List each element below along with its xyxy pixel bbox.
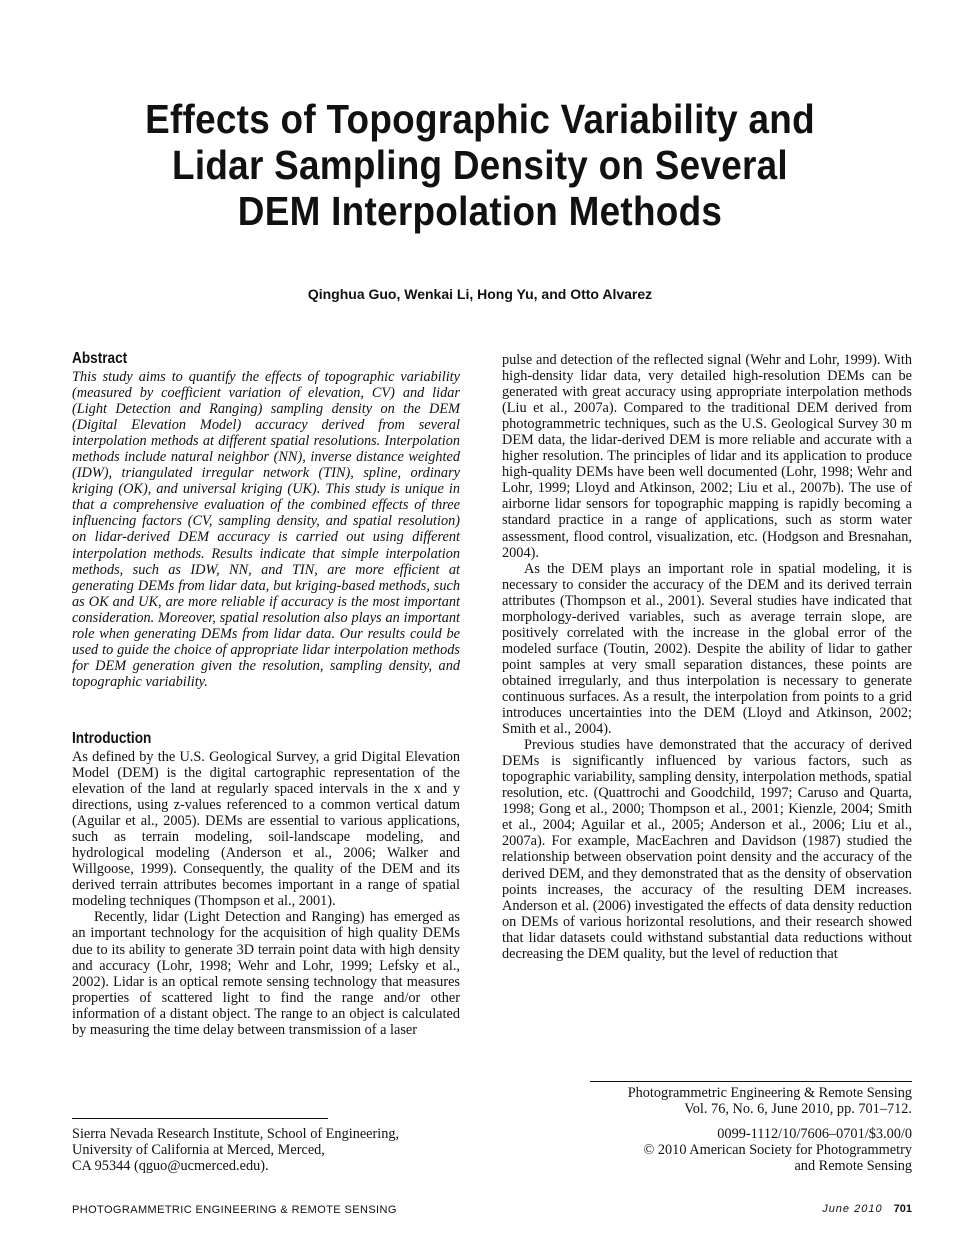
title-line: Lidar Sampling Density on Several: [172, 142, 788, 188]
affiliation-line: University of California at Merced, Merced,: [72, 1142, 325, 1159]
right-column: [502, 352, 912, 962]
journal-citation: [628, 1085, 912, 1117]
title-line: Effects of Topographic Variability and: [145, 96, 815, 142]
page-number: 701: [893, 1203, 912, 1215]
introduction-heading: Introduction: [72, 729, 152, 747]
paper-title: [48, 96, 912, 234]
issn-code: 0099-1112/10/7606–0701/$3.00/0: [717, 1126, 912, 1142]
journal-name: Photogrammetric Engineering & Remote Sensing: [627, 1085, 912, 1101]
journal-volume: Vol. 76, No. 6, June 2010, pp. 701–712.: [684, 1101, 912, 1118]
body-paragraph: As the DEM plays an important role in spatial modeling, it is necessary to consider the accuracy of the DEM and its derived terrain attributes (Thompson et al., 2001). Several studies have indicated that morphology-derived variables, such as average terrain slope, are positively correlated with the increase in the global error of the modeled surface (Toutin, 2002). Despite the ability of lidar to gather point samples at very small separation distances, these points are obtained irregularly, and thus interpolation is necessary to generate continuous surfaces. As a result, the interpolation from points to a grid introduces uncertainties into the DEM (Lloyd and Atkinson, 2002; Smith et al., 2004).: [502, 560, 912, 738]
affiliation-footnote: [72, 1126, 472, 1174]
running-footer-journal: PHOTOGRAMMETRIC ENGINEERING & REMOTE SENSING: [72, 1204, 397, 1216]
body-paragraph: Previous studies have demonstrated that the accuracy of derived DEMs is significantly influenced by various factors, such as topographic variability, sampling density, interpolation methods, spatial resolution, etc. (Quattrochi and Goodchild, 1997; Caruso and Quarta, 1998; Gong et al., 2000; Thompson et al., 2001; Kienzle, 2004; Smith et al., 2004; Aguilar et al., 2005; Anderson et al., 2006; Liu et al., 2007a). For example, MacEachren and Davidson (1987) studied the relationship between observation point density and the accuracy of the derived DEM, and they demonstrated that as the density of observation points increases, the accuracy of the resulting DEM increases. Anderson et al. (2006) investigated the effects of data density reduction on DEMs of various horizontal resolutions, and their research showed that lidar datasets could withstand substantial data reductions without decreasing the DEM quality, but the level of reduction that: [502, 737, 912, 962]
footer-date: June 2010: [822, 1203, 883, 1215]
body-paragraph: pulse and detection of the reflected signal (Wehr and Lohr, 1999). With high-density lidar data, very detailed high-resolution DEMs can be generated with great accuracy using appropriate interpolation methods (Liu et al., 2007a). Compared to the traditional DEM derived from photogrammetric techniques, such as the U.S. Geological Survey 30 m DEM data, the lidar-derived DEM is more reliable and accurate with a higher resolution. The principles of lidar and its application to produce high-quality DEMs have been well documented (Lohr, 1998; Wehr and Lohr, 1999; Lloyd and Atkinson, 2002; Liu et al., 2007b). The use of airborne lidar sensors for topographic mapping is rapidly becoming a standard practice in a range of applications, such as storm water assessment, flood control, visualization, etc. (Hodgson and Bresnahan, 2004).: [502, 352, 912, 561]
title-line: DEM Interpolation Methods: [237, 188, 723, 234]
footnote-rule: [72, 1118, 328, 1119]
affiliation-line: Sierra Nevada Research Institute, School of Engineering,: [72, 1126, 400, 1142]
abstract-heading: Abstract: [72, 350, 128, 367]
author-list: Qinghua Guo, Wenkai Li, Hong Yu, and Otto Alvarez: [307, 286, 653, 302]
body-paragraph: As defined by the U.S. Geological Survey, a grid Digital Elevation Model (DEM) is the digital cartographic representation of the elevation of the land at regularly spaced intervals in the x and y directions, using z-values referenced to a common vertical datum (Aguilar et al., 2005). DEMs are essential to various applications, such as terrain modeling, soil-landscape modeling, and hydrological modeling (Anderson et al., 2006; Walker and Willgoose, 1999). Consequently, the quality of the DEM and its derived terrain attributes becomes important in a range of spatial modeling techniques (Thompson et al., 2001).: [72, 748, 460, 910]
abstract-text: This study aims to quantify the effects of topographic variability (measured by coefficient variation of elevation, CV) and lidar (Light Detection and Ranging) sampling density on the DEM (Digital Elevation Model) accuracy derived from several interpolation methods at different spatial resolutions. Interpolation methods include natural neighbor (NN), inverse distance weighted (IDW), triangulated irregular network (TIN), spline, ordinary kriging (OK), and universal kriging (UK). This study is unique in that a comprehensive evaluation of the combined effects of three influencing factors (CV, sampling density, and spatial resolution) on lidar-derived DEM accuracy is carried out using different interpolation methods. Results indicate that simple interpolation methods, such as IDW, NN, and TIN, are more efficient at generating DEMs from lidar data, but kriging-based methods, such as OK and UK, are more reliable if accuracy is the most important consideration. Moreover, spatial resolution also plays an important role when generating DEMs from lidar data. Our results could be used to guide the choice of appropriate lidar interpolation methods for DEM generation given the resolution, sampling density, and topographic variability.: [72, 369, 460, 690]
left-column: [72, 349, 460, 1038]
copyright-line: and Remote Sensing: [794, 1158, 912, 1175]
copyright-line: © 2010 American Society for Photogrammetry: [643, 1142, 912, 1159]
journal-info-rule: [590, 1081, 912, 1082]
journal-copyright: [643, 1126, 912, 1174]
running-footer-page: [822, 1203, 912, 1215]
body-paragraph: Recently, lidar (Light Detection and Ranging) has emerged as an important technology for the acquisition of high quality DEMs due to its ability to generate 3D terrain point data with high density and accuracy (Lohr, 1998; Wehr and Lohr, 1999; Lefsky et al., 2002). Lidar is an optical remote sensing technology that measures properties of scattered light to find the range and/or other information of a distant object. The range to an object is calculated by measuring the time delay between transmission of a laser: [72, 909, 460, 1038]
affiliation-line: CA 95344 (qguo@ucmerced.edu).: [72, 1158, 269, 1175]
